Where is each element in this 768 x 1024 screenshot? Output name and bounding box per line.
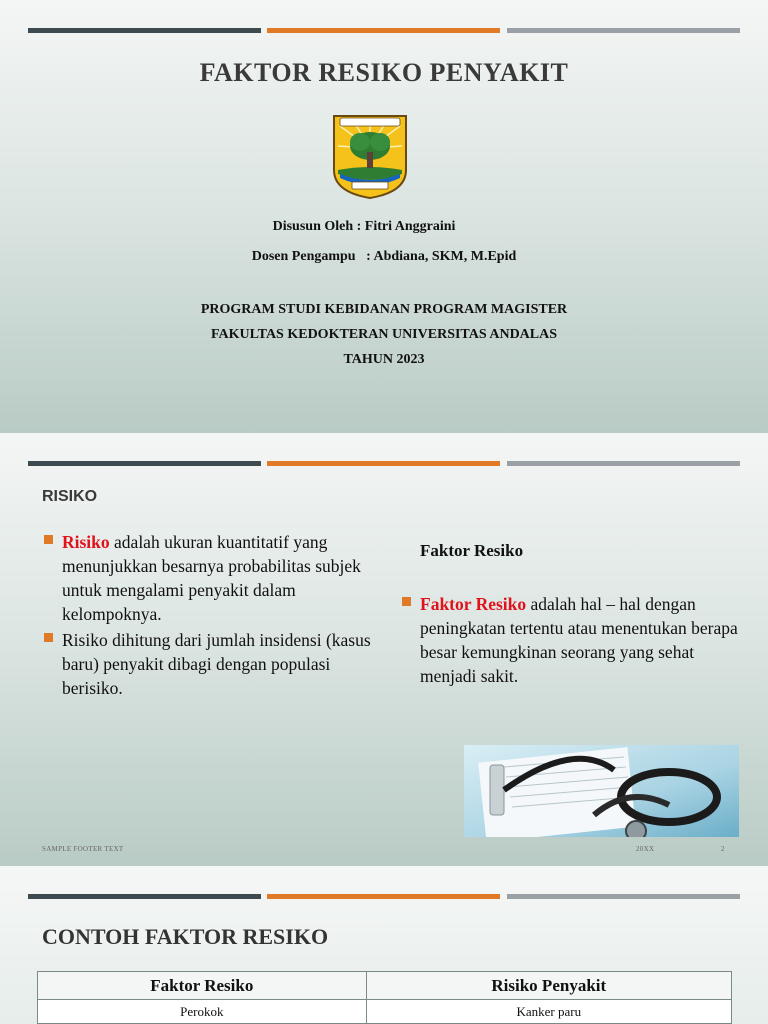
slide-title: CONTOH FAKTOR RESIKO [42,924,329,949]
accent-bars [28,28,740,33]
accent-bar-orange [267,894,500,899]
title-slide [0,0,768,433]
bullet-square-icon [44,535,53,544]
accent-bar-dark [28,28,261,33]
table-header-cell: Risiko Penyakit [366,972,731,1000]
accent-bars [28,894,740,899]
bullet-item [402,592,747,688]
faculty-line: FAKULTAS KEDOKTERAN UNIVERSITAS ANDALAS [210,327,558,342]
bullet-item [44,530,374,626]
accent-bar-dark [28,461,261,466]
table-header-cell: Faktor Resiko [38,972,367,1000]
bullet-highlight: Risiko [62,532,110,552]
accent-bar-orange [267,461,500,466]
accent-bar-gray [507,461,740,466]
accent-bar-gray [507,28,740,33]
year-line: TAHUN 2023 [343,352,425,367]
risk-factor-list [402,592,747,690]
bullet-highlight: Faktor Resiko [420,594,527,614]
table-cell: Perokok [38,1000,367,1024]
examples-slide [0,866,768,1024]
risk-factor-table [37,971,732,1024]
bullet-text: adalah hal – hal dengan peningkatan tertentu atau menentukan berapa besar kemungkinan seorang yang sehat menjadi sakit. [420,594,738,686]
bullet-text: Risiko dihitung dari jumlah insidensi (kasus baru) penyakit dibagi dengan populasi berisiko. [62,630,371,698]
table-cell: Kanker paru [366,1000,731,1024]
lecturer-line: Dosen Pengampu : Abdiana, SKM, M.Epid [251,249,517,264]
program-line: PROGRAM STUDI KEBIDANAN PROGRAM MAGISTER [200,302,568,317]
bullet-text: adalah ukuran kuantitatif yang menunjukkan besarnya probabilitas subjek untuk mengalami penyakit dalam kelompoknya. [62,532,361,624]
footer-text: SAMPLE FOOTER TEXT [42,845,124,853]
table-row [38,1000,732,1024]
bullet-square-icon [402,597,411,606]
university-logo [330,112,410,200]
bullet-item [44,628,374,700]
slide-heading: RISIKO [42,488,98,505]
accent-bar-gray [507,894,740,899]
subheading: Faktor Resiko [420,541,524,560]
definition-list [44,530,374,702]
author-line: Disusun Oleh : Fitri Anggraini [272,219,456,234]
stethoscope-photo [464,745,739,837]
accent-bars [28,461,740,466]
accent-bar-orange [267,28,500,33]
slide-title: FAKTOR RESIKO PENYAKIT [199,58,569,87]
risk-slide [0,433,768,866]
table-header-row [38,972,732,1000]
accent-bar-dark [28,894,261,899]
footer-page-number: 2 [721,845,725,853]
bullet-square-icon [44,633,53,642]
footer-date: 20XX [636,845,655,853]
